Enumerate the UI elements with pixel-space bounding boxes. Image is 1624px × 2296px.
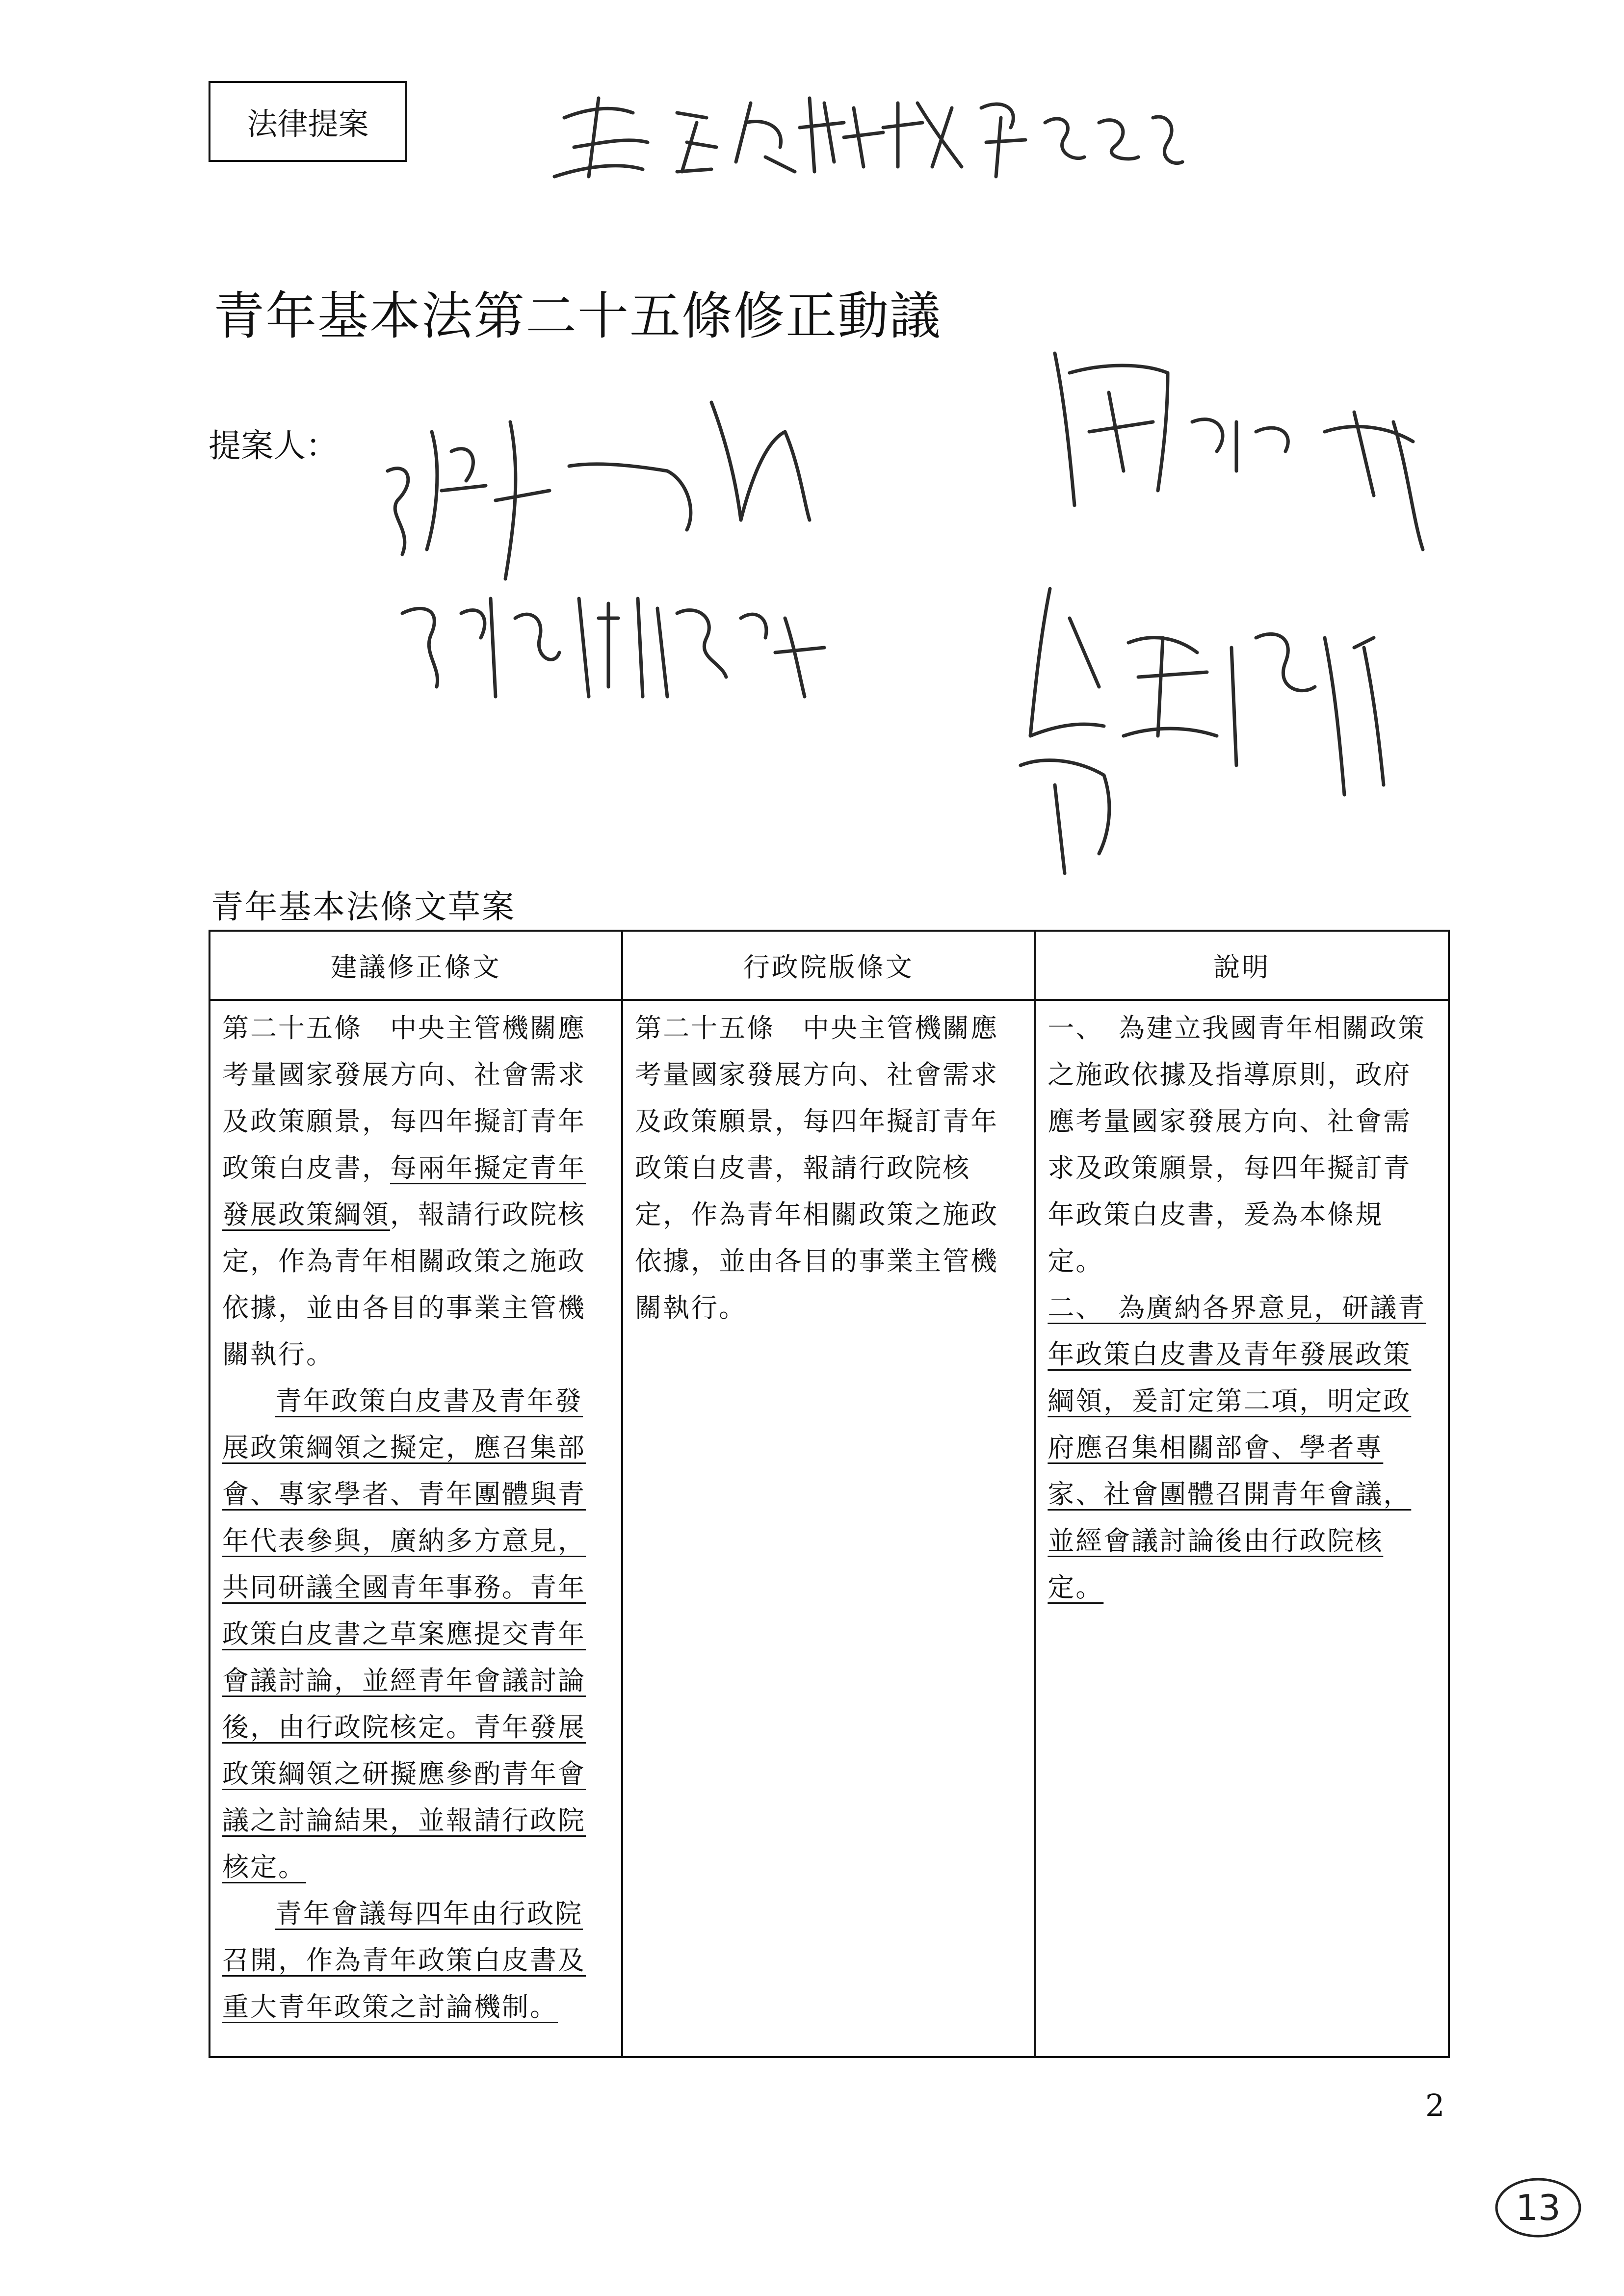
text-run: 第二十五條 中央主管機關應考量國家發展方向、社會需求及政策願景，每四年擬訂青年政策白皮書，報請行政院核定，作為青年相關政策之施政依據，並由各目的事業主管機關執行。 xyxy=(635,1013,999,1323)
amended-text: 青年會議每四年由行政院召開，作為青年政策白皮書及重大青年政策之討論機制。 xyxy=(222,1898,586,2022)
paragraph xyxy=(222,1005,609,1378)
column-header-proposed: 建議修正條文 xyxy=(210,931,622,1000)
paragraph xyxy=(1048,1005,1436,1284)
text-run: ，報請行政院核定，作為青年相關政策之施政依據，並由各目的事業主管機關執行。 xyxy=(222,1199,586,1370)
page-number: 2 xyxy=(1425,2087,1445,2123)
executive-article-cell xyxy=(622,1000,1035,2057)
column-header-explanation: 說明 xyxy=(1035,931,1449,1000)
amended-text: 每兩年擬定青年發展政策綱領 xyxy=(222,1152,586,1230)
document-title: 青年基本法第二十五條修正動議 xyxy=(213,286,942,346)
amendment-comparison-table xyxy=(209,930,1450,2058)
paragraph xyxy=(635,1005,1022,1331)
amended-text: 二、 為廣納各界意見，研議青年政策白皮書及青年發展政策綱領，爰訂定第二項，明定政府應召集相關部會、學者專家、社會團體召開青年會議，並經會議討論後由行政院核定。 xyxy=(1048,1292,1426,1603)
proposer-label: 提案人： xyxy=(209,427,338,465)
handwritten-header-note xyxy=(554,98,1182,177)
table-row xyxy=(210,1000,1449,2057)
text-run: 一、 為建立我國青年相關政策之施政依據及指導原則，政府應考量國家發展方向、社會需求及政策願景，每四年擬訂青年政策白皮書，爰為本條規定。 xyxy=(1048,1013,1426,1277)
proposer-signatures xyxy=(388,353,1423,873)
paragraph xyxy=(222,1378,609,1890)
circled-page-mark xyxy=(1492,2173,1585,2242)
table-caption: 青年基本法條文草案 xyxy=(211,888,516,926)
paragraph xyxy=(1048,1284,1436,1611)
circled-number: 13 xyxy=(1516,2187,1561,2228)
text-run: 第二十五條 中央主管機關應考量國家發展方向、社會需求及政策願景，每四年擬訂青年政策白皮書， xyxy=(222,1013,586,1183)
proposed-article-cell xyxy=(210,1000,622,2057)
column-header-executive: 行政院版條文 xyxy=(622,931,1035,1000)
table-header-row xyxy=(210,931,1449,1000)
explanation-cell xyxy=(1035,1000,1449,2057)
paragraph xyxy=(222,1890,609,2030)
document-type-label: 法律提案 xyxy=(247,106,369,142)
amended-text: 青年政策白皮書及青年發展政策綱領之擬定，應召集部會、專家學者、青年團體與青年代表參與，廣納多方意見，共同研議全國青年事務。青年政策白皮書之草案應提交青年會議討論，並經青年會議討論後，由行政院核定。青年發展政策綱領之研擬應參酌青年會議之討論結果，並報請行政院核定。 xyxy=(222,1385,586,1882)
